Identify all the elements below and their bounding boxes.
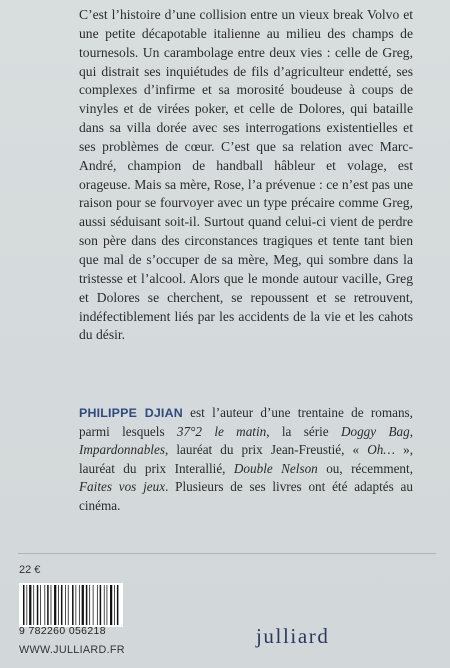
barcode: [19, 583, 123, 627]
author-name: PHILIPPE DJIAN: [79, 406, 183, 420]
bio-text: , la série: [266, 423, 341, 439]
publisher-website: WWW.JULLIARD.FR: [19, 644, 125, 656]
book-title: Double Nelson: [233, 460, 318, 476]
bio-text: . Plusieurs de ses livres ont été adaptés au cinéma.: [79, 479, 413, 513]
bio-text: ,: [409, 423, 413, 439]
isbn-number: 9 782260 056218: [19, 626, 106, 637]
book-title: Oh…: [367, 442, 396, 458]
bio-text: ou, récemment,: [317, 460, 413, 476]
book-title: Impardonnables: [79, 442, 165, 458]
book-title: Doggy Bag: [340, 423, 410, 439]
barcode-bars: [19, 583, 123, 627]
blurb-text: C’est l’histoire d’une collision entre un vieux break Volvo et une petite décapotable italienne au milieu des champs de tournesols. Un carambolage entre deux vies : celle de Greg, qui distrait ses inquiétudes de fils d’agriculteur endetté, ses complexes d’infirme et sa morosité boudeuse à coups de vinyles et de virées poker, et celle de Dolores, qui bataille dans sa villa dorée avec ses interrogations existentielles et ses problèmes de cœur. C’est que sa relation avec Marc-André, champion de handball hâbleur et volage, est orageuse. Mais sa mère, Rose, l’a prévenue : ce n’est pas une raison pour se fourvoyer avec un type précaire comme Greg, aussi séduisant soit-il. Surtout quand celui-ci vient de perdre son père dans des circonstances tragiques et tente tant bien que mal de s’occuper de sa mère, Meg, qui sombre dans la tristesse et l’alcool. Alors que le monde autour vacille, Greg et Dolores se cherchent, se repoussent et se retrouvent, indéfectiblement liés par les accidents de la vie et les cahots du désir.: [79, 7, 413, 343]
book-title: 37°2 le matin: [176, 423, 267, 439]
author-bio: [79, 404, 413, 516]
price-label: 22 €: [19, 564, 41, 576]
book-title: Faites vos jeux: [79, 479, 166, 495]
publisher-logo: julliard: [256, 624, 330, 648]
bio-text: », lauréat du prix Interallié,: [79, 442, 413, 476]
bio-text: est l’auteur d’une trentaine de romans, parmi lesquels: [79, 405, 413, 439]
bio-text: , lauréat du prix Jean-Freustié, «: [164, 442, 368, 458]
divider: [18, 553, 436, 554]
